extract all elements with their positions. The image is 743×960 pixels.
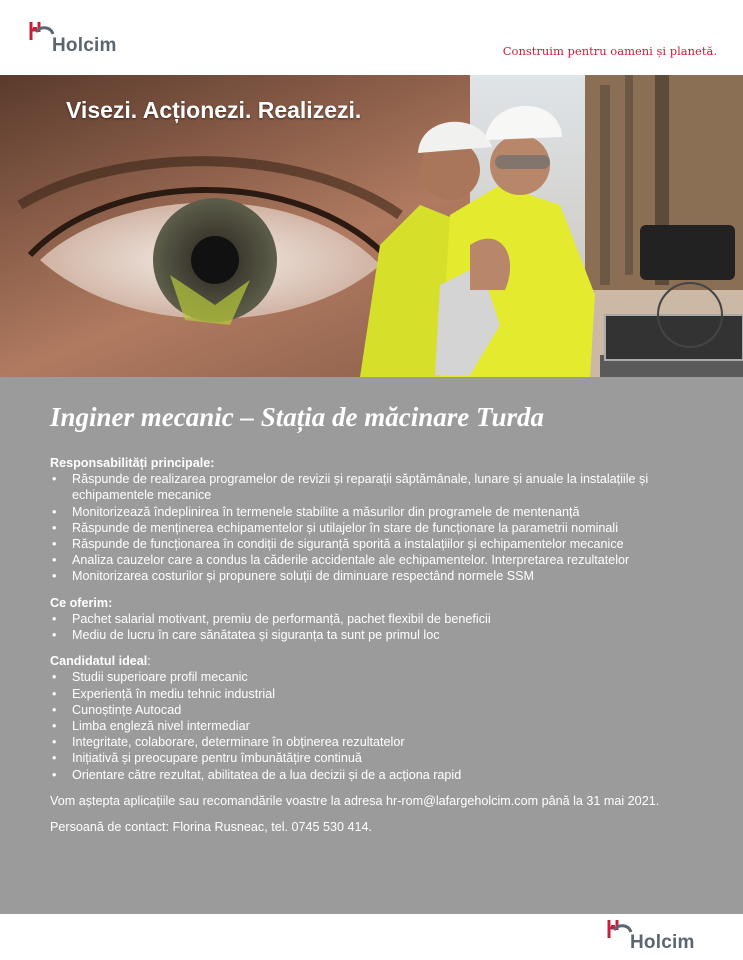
- candidate-heading-text: Candidatul ideal: [50, 654, 148, 669]
- list-item: • Orientare către rezultat, abilitatea de a lua decizii și de a acționa rapid: [50, 767, 710, 783]
- holcim-logo-icon: [606, 916, 636, 946]
- holcim-logo-icon: [28, 18, 58, 48]
- list-item: • Analiza cauzelor care a condus la căderile accidentale ale echipamentelor. Interpretarea rezultatelor: [50, 552, 710, 568]
- offer-heading: Ce oferim:: [50, 595, 113, 610]
- holcim-footer-logo-text: Holcim: [630, 932, 695, 953]
- list-item: • Limba engleză nivel intermediar: [50, 718, 710, 734]
- list-item: • Studii superioare profil mecanic: [50, 669, 710, 685]
- list-item: • Răspunde de realizarea programelor de revizii și reparații săptămânale, lunare și anuale la instalațiile și echipamentele mecanice: [50, 471, 710, 503]
- hero-slogan: Visezi. Acționezi. Realizezi.: [66, 97, 362, 123]
- list-item: • Monitorizarea costurilor și propunere soluții de diminuare respectând normele SSM: [50, 568, 710, 584]
- hero-image: [0, 75, 743, 377]
- list-item: • Răspunde de menținerea echipamentelor și utilajelor în stare de funcționare la parametrii nominali: [50, 520, 710, 536]
- application-text: Vom aștepta aplicațiile sau recomandările voastre la adresa hr-rom@lafargeholcim.com până la 31 mai 2021.: [50, 793, 660, 808]
- list-item: • Inițiativă și preocupare pentru îmbunătățire continuă: [50, 750, 710, 766]
- header: [0, 0, 743, 75]
- list-item: • Răspunde de funcționarea în condiții de siguranță sporită a instalațiilor și echipamentelor mecanice: [50, 536, 710, 552]
- job-content: [50, 455, 710, 835]
- list-item: • Pachet salarial motivant, premiu de performanță, pachet flexibil de beneficii: [50, 611, 710, 627]
- holcim-footer-logo[interactable]: [606, 916, 695, 954]
- job-panel: [0, 377, 743, 914]
- responsibilities-heading: Responsabilități principale:: [50, 456, 215, 470]
- tagline: Construim pentru oameni și planetă.: [502, 44, 717, 58]
- list-item: • Cunoștințe Autocad: [50, 702, 710, 718]
- responsibilities-list: [50, 471, 710, 584]
- list-item: • Integritate, colaborare, determinare în obținerea rezultatelor: [50, 734, 710, 750]
- list-item: • Monitorizează îndeplinirea în termenele stabilite a măsurilor din programele de mentenanță: [50, 504, 710, 520]
- contact-text: Persoană de contact: Florina Rusneac, tel. 0745 530 414.: [50, 820, 373, 835]
- footer: [0, 914, 743, 960]
- candidate-heading: [50, 653, 710, 669]
- holcim-logo[interactable]: [28, 18, 117, 57]
- list-item: • Mediu de lucru în care sănătatea și siguranța ta sunt pe primul loc: [50, 627, 710, 643]
- candidate-list: [50, 669, 710, 782]
- offer-list: [50, 611, 710, 643]
- holcim-logo-text: Holcim: [52, 35, 117, 56]
- candidate-heading-suffix: :: [147, 654, 151, 669]
- job-title: Inginer mecanic – Stația de măcinare Turda: [50, 402, 545, 432]
- list-item: • Experiență în mediu tehnic industrial: [50, 686, 710, 702]
